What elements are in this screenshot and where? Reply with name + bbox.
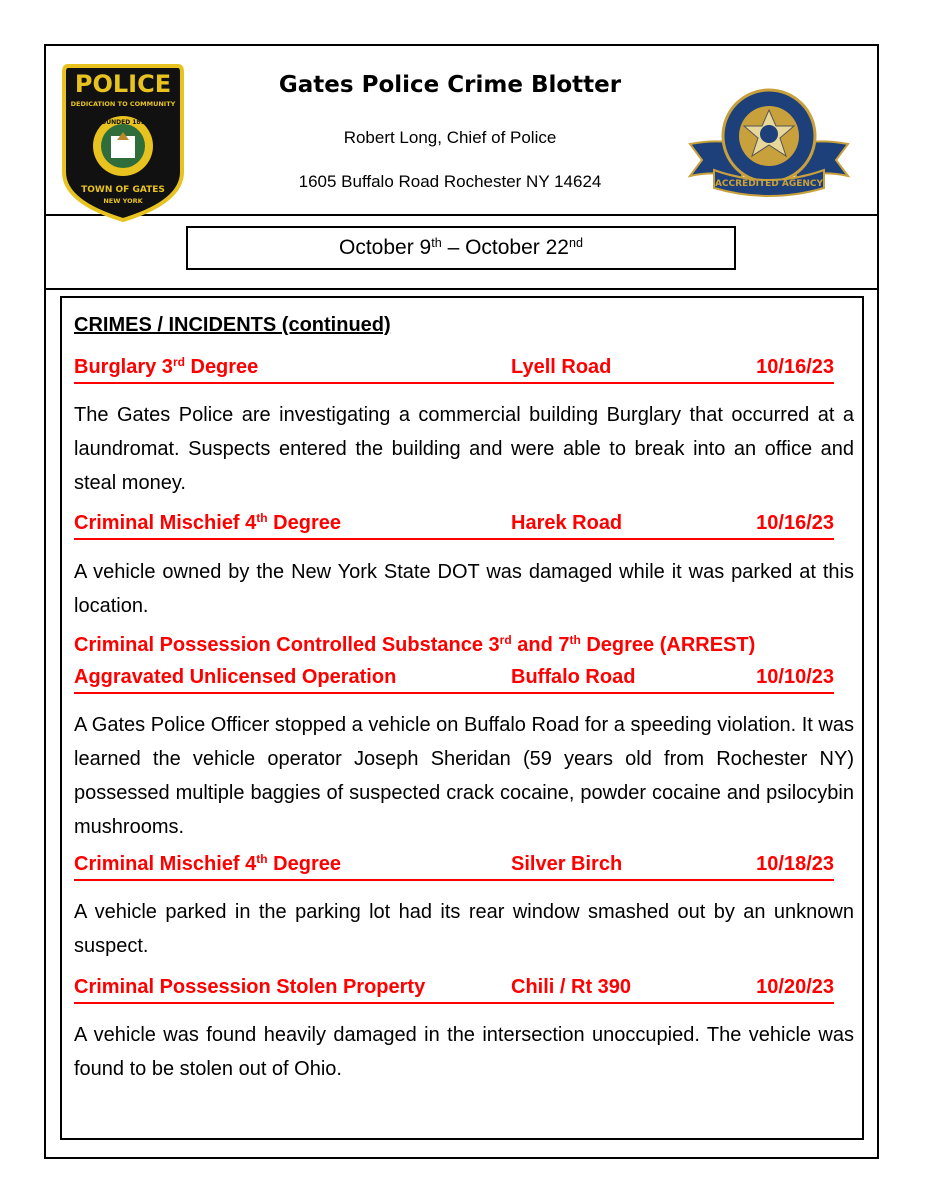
crime-ordinal: th [569,633,581,648]
incident-description: A Gates Police Officer stopped a vehicle on Buffalo Road for a speeding violation. It was learned the vehicle operator Joseph Sheridan (59 years old from Rochester NY) possessed multiple baggies of suspected crack cocaine, powder cocaine and psilocybin mushrooms. [74,714,854,838]
incident-crime [74,512,341,535]
incident-description: A vehicle parked in the parking lot had its rear window smashed out by an unknown suspect. [74,901,854,957]
police-badge-logo [60,62,186,224]
incident-header [74,853,834,881]
date-start-suffix: th [431,236,442,251]
crime-degree: Degree [267,853,341,875]
incident-location: Silver Birch [511,853,623,875]
incident-crime: Aggravated Unlicensed Operation [74,666,397,688]
incident-date: 10/18/23 [756,853,834,875]
date-divider [44,288,879,290]
crime-degree: Degree [267,512,341,534]
date-start: October 9 [339,236,432,259]
crime-text: Burglary 3 [74,356,173,378]
crime-text: Criminal Possession Controlled Substance 3 [74,634,500,656]
incident-location: Lyell Road [511,356,612,378]
badge-motto-text: DEDICATION TO COMMUNITY [70,100,176,108]
chief-of-police: Robert Long, Chief of Police [343,128,557,147]
seal-ring-text: NEW YORK STATE LAW ENFORCEMENT ACCREDITATION PROGRAM [684,86,717,87]
incident-crime: Criminal Possession Stolen Property [74,976,426,998]
incident-location: Chili / Rt 390 [511,976,632,998]
incident-header [74,976,834,1004]
crime-ordinal: th [256,852,268,867]
incident-location: Harek Road [511,512,623,534]
crime-degree: Degree (ARREST) [580,634,756,656]
incident-description: A vehicle owned by the New York State DOT was damaged while it was parked at this location. [74,561,854,617]
crime-text: Criminal Mischief 4 [74,853,257,875]
crime-text: Criminal Mischief 4 [74,512,257,534]
incident-crime [74,356,258,379]
incident-crime [74,853,341,876]
seal-banner-text: ACCREDITED AGENCY [714,179,824,189]
date-range [186,226,736,270]
badge-town-text: TOWN OF GATES [81,185,165,195]
incident-header [74,666,834,694]
incident-header [74,356,834,384]
date-end-suffix: nd [568,236,583,251]
crime-ordinal: rd [499,633,512,648]
incident-description: A vehicle was found heavily damaged in the intersection unoccupied. The vehicle was found to be stolen out of Ohio. [74,1024,854,1080]
incident-date: 10/16/23 [756,512,834,534]
incident-date: 10/10/23 [756,666,834,688]
incident-date: 10/16/23 [756,356,834,378]
accreditation-seal-logo [684,86,854,201]
incident-location: Buffalo Road [511,666,636,688]
incident-description: The Gates Police are investigating a commercial building Burglary that occurred at a laundromat. Suspects entered the building and were able to break into an office and steal money. [74,404,854,494]
crime-degree: Degree [184,356,259,378]
badge-state-text: NEW YORK [103,197,143,205]
section-title: CRIMES / INCIDENTS (continued) [74,314,391,336]
incident-date: 10/20/23 [756,976,834,998]
page-title: Gates Police Crime Blotter [278,72,622,98]
crime-ordinal: th [256,511,268,526]
crime-ordinal: rd [172,355,185,370]
date-separator: – October 22 [441,236,569,259]
department-address: 1605 Buffalo Road Rochester NY 14624 [298,172,602,191]
incident-header [74,512,834,540]
crime-text: and 7 [511,634,570,656]
incident-arrest-line [74,634,755,657]
badge-top-text: POLICE [74,70,172,98]
badge-side-text: MONROE COUNTY CORNERSTONE [60,62,78,63]
badge-founded-text: FOUNDED 1813 [97,119,149,126]
